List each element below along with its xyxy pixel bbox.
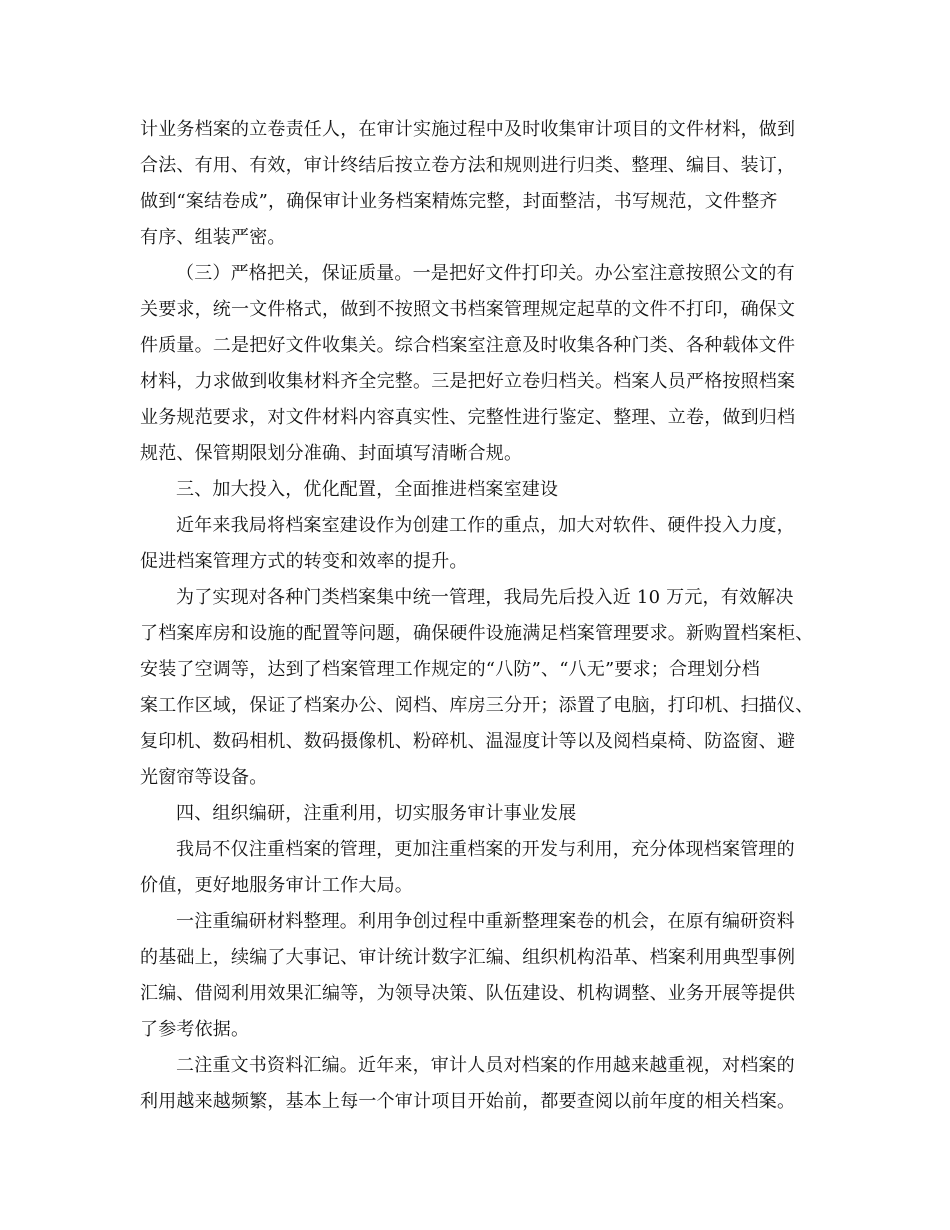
text-line: 复印机、数码相机、数码摄像机、粉碎机、温湿度计等以及阅档桌椅、防盗窗、避 [140,731,796,752]
text-line: 促进档案管理方式的转变和效率的提升。 [140,551,468,572]
text-line: 了档案库房和设施的配置等问题，确保硬件设施满足档案管理要求。新购置档案柜、 [140,623,814,644]
document-body [140,112,820,1120]
text-line: 规范、保管期限划分准确、封面填写清晰合规。 [140,443,523,464]
text-line: 材料，力求做到收集材料齐全完整。三是把好立卷归档关。档案人员严格按照档案 [140,371,796,392]
text-line: 业务规范要求，对文件材料内容真实性、完整性进行鉴定、整理、立卷，做到归档 [140,407,796,428]
text-line: 合法、有用、有效，审计终结后按立卷方法和规则进行归类、整理、编目、装订， [140,155,796,176]
text-line: 有序、组装严密。 [140,227,286,248]
text-line: 案工作区域，保证了档案办公、阅档、库房三分开；添置了电脑，打印机、扫描仪、 [140,695,814,716]
text-line: 一注重编研材料整理。利用争创过程中重新整理案卷的机会，在原有编研资料 [176,911,795,932]
text-line: 价值，更好地服务审计工作大局。 [140,875,413,896]
text-line: 光窗帘等设备。 [140,767,268,788]
text-line: 汇编、借阅利用效果汇编等，为领导决策、队伍建设、机构调整、业务开展等提供 [140,983,796,1004]
text-line: （三）严格把关，保证质量。一是把好文件打印关。办公室注意按照公文的有 [176,263,795,284]
text-line: 利用越来越频繁，基本上每一个审计项目开始前，都要查阅以前年度的相关档案。 [140,1091,796,1112]
text-line: 件质量。二是把好文件收集关。综合档案室注意及时收集各种门类、各种载体文件 [140,335,796,356]
text-line: 二注重文书资料汇编。近年来，审计人员对档案的作用越来越重视，对档案的 [176,1055,795,1076]
text-line: 了参考依据。 [140,1019,250,1040]
text-line: 计业务档案的立卷责任人，在审计实施过程中及时收集审计项目的文件材料，做到 [140,119,796,140]
text-line: 的基础上，续编了大事记、审计统计数字汇编、组织机构沿革、档案利用典型事例 [140,947,796,968]
text-line: 我局不仅注重档案的管理，更加注重档案的开发与利用，充分体现档案管理的 [176,839,795,860]
text-line: 关要求，统一文件格式，做到不按照文书档案管理规定起草的文件不打印，确保文 [140,299,796,320]
text-line: 为了实现对各种门类档案集中统一管理，我局先后投入近 10 万元，有效解决 [176,587,794,608]
text-line: 近年来我局将档案室建设作为创建工作的重点，加大对软件、硬件投入力度， [176,515,795,536]
text-line: 做到“案结卷成”，确保审计业务档案精炼完整，封面整洁，书写规范，文件整齐 [140,191,778,212]
text-line: 四、组织编研，注重利用，切实服务审计事业发展 [176,803,577,824]
text-line: 安装了空调等，达到了档案管理工作规定的“八防”、“八无”要求；合理划分档 [140,659,761,680]
text-line: 三、加大投入，优化配置，全面推进档案室建设 [176,479,559,500]
